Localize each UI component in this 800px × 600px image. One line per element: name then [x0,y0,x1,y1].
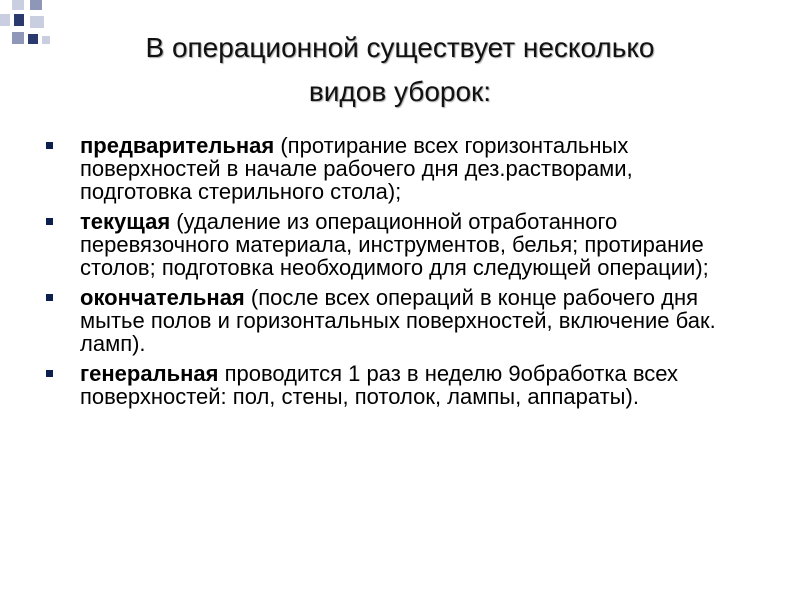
bullet-term: предварительная [80,133,275,158]
decoration-square [0,14,10,26]
list-item [44,210,744,279]
decoration-square [28,34,38,44]
decoration-square [14,14,24,26]
bullet-square-icon [46,218,53,225]
list-item [44,286,744,355]
bullet-text: (удаление из операционной отработанного перевязочного материала, инструментов, белья; протирание столов; подготовка необходимого для следующей операции); [80,209,709,280]
list-item [44,134,744,203]
decoration-square [12,32,24,44]
list-item [44,362,744,408]
title-line: видов уборок: [308,76,492,107]
bullet-term: окончательная [80,285,245,310]
bullet-term: генеральная [80,361,219,386]
bullet-text: (протирание всех горизонтальных поверхностей в начале рабочего дня дез.растворами, подготовка стерильного стола); [80,133,633,204]
bullet-term: текущая [80,209,171,234]
bullet-text: проводится 1 раз в неделю 9обработка всех поверхностей: пол, стены, потолок, лампы, аппараты). [80,361,679,409]
bullet-text: (после всех операций в конце рабочего дня мытье полов и горизонтальных поверхностей, включение бак. ламп). [80,285,716,356]
title-line: В операционной существует несколько [145,32,655,63]
cleaning-types-list [44,134,744,415]
decoration-square [12,0,24,10]
decoration-square [30,0,42,10]
slide-title [40,26,760,114]
bullet-square-icon [46,294,53,301]
bullet-square-icon [46,142,53,149]
bullet-square-icon [46,370,53,377]
